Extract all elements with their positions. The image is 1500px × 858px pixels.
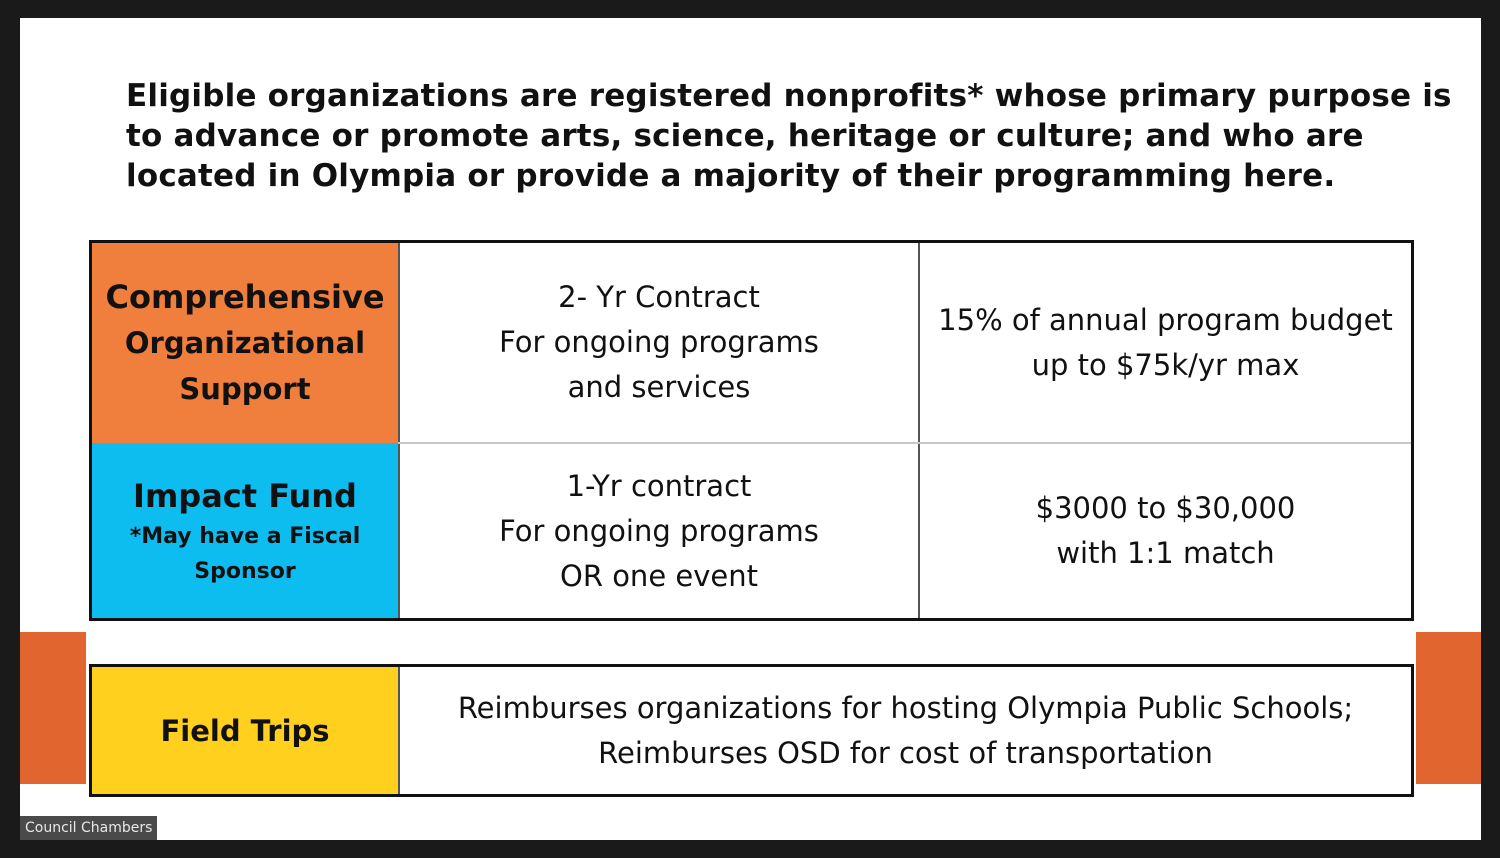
slide-accent-bar-left	[20, 632, 86, 784]
category-note: *May have a Fiscal	[129, 523, 361, 549]
category-title: Support	[179, 372, 311, 407]
table-row	[91, 666, 1413, 796]
category-comprehensive	[91, 242, 400, 444]
category-note: Sponsor	[194, 558, 296, 584]
category-title: Comprehensive	[105, 278, 385, 317]
amount-line: 15% of annual program budget	[938, 302, 1393, 337]
video-source-label: Council Chambers	[20, 816, 157, 840]
term-line: For ongoing programs	[499, 325, 819, 360]
category-field-trips	[91, 666, 400, 796]
funding-amount-cell	[919, 242, 1413, 444]
amount-line: with 1:1 match	[1056, 536, 1275, 571]
term-line: and services	[567, 370, 751, 405]
field-trips-table	[89, 664, 1414, 797]
eligibility-line: located in Olympia or provide a majority of their programming here.	[126, 158, 1336, 194]
category-impact-fund	[91, 443, 400, 619]
description-line: Reimburses OSD for cost of transportation	[598, 735, 1213, 770]
term-line: OR one event	[560, 558, 758, 593]
term-line: 2- Yr Contract	[558, 280, 760, 315]
contract-term-cell	[399, 242, 919, 444]
table-row	[91, 242, 1413, 444]
eligibility-statement	[126, 76, 1452, 196]
category-title: Organizational	[124, 326, 366, 361]
field-trips-description	[399, 666, 1413, 796]
eligibility-line: to advance or promote arts, science, heritage or culture; and who are	[126, 118, 1364, 154]
table-row	[91, 443, 1413, 619]
eligibility-line: Eligible organizations are registered nonprofits* whose primary purpose is	[126, 78, 1452, 114]
category-title: Impact Fund	[133, 476, 357, 515]
funding-amount-cell	[919, 443, 1413, 619]
contract-term-cell	[399, 443, 919, 619]
description-line: Reimburses organizations for hosting Olympia Public Schools;	[457, 690, 1354, 725]
term-line: For ongoing programs	[499, 513, 819, 548]
category-title: Field Trips	[160, 713, 330, 748]
slide-accent-bar-right	[1416, 632, 1481, 784]
amount-line: up to $75k/yr max	[1031, 347, 1300, 382]
term-line: 1-Yr contract	[566, 468, 752, 503]
amount-line: $3000 to $30,000	[1035, 491, 1296, 526]
grant-programs-table	[89, 240, 1414, 621]
